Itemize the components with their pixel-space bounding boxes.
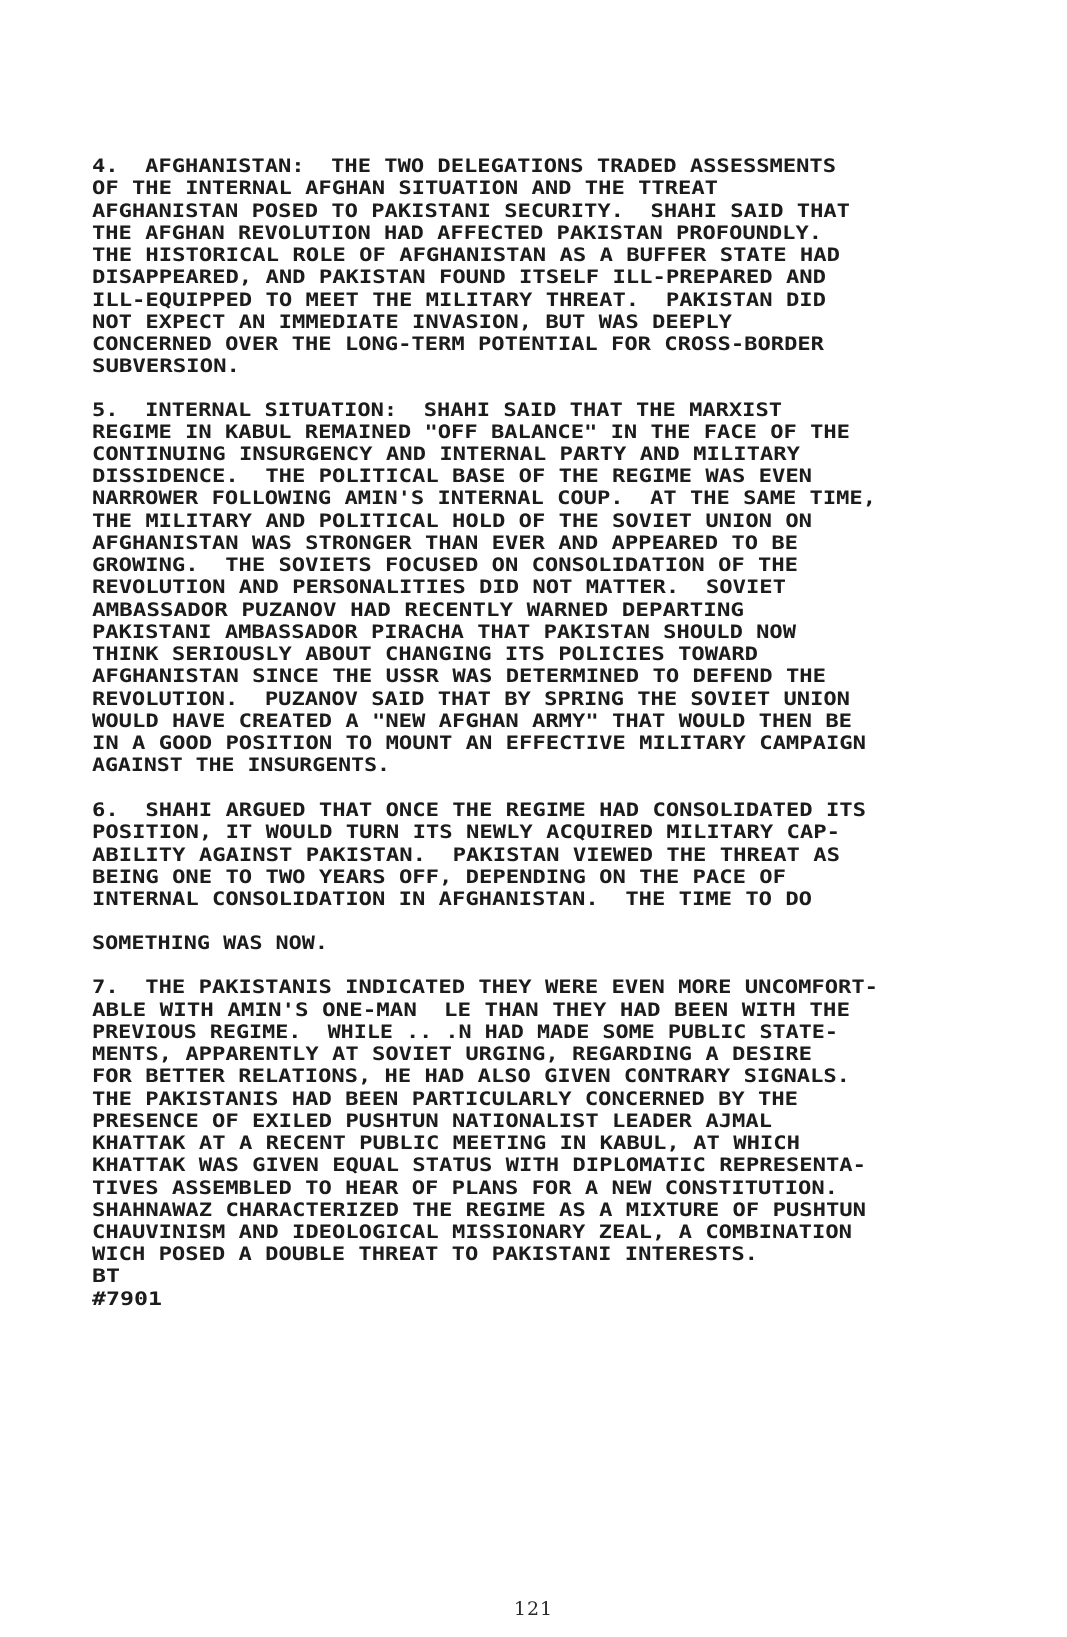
text-line: SUBVERSION. xyxy=(92,356,240,377)
text-line: KHATTAK WAS GIVEN EQUAL STATUS WITH DIPLOMATIC REPRESENTA- xyxy=(92,1155,866,1176)
text-line: THE MILITARY AND POLITICAL HOLD OF THE SOVIET UNION ON xyxy=(92,511,812,532)
text-line: IN A GOOD POSITION TO MOUNT AN EFFECTIVE MILITARY CAMPAIGN xyxy=(92,733,866,754)
text-line: CONCERNED OVER THE LONG-TERM POTENTIAL FOR CROSS-BORDER xyxy=(92,334,824,355)
text-line: NOT EXPECT AN IMMEDIATE INVASION, BUT WAS DEEPLY xyxy=(92,312,732,333)
text-line: ILL-EQUIPPED TO MEET THE MILITARY THREAT. PAKISTAN DID xyxy=(92,290,826,311)
text-line: THE HISTORICAL ROLE OF AFGHANISTAN AS A BUFFER STATE HAD xyxy=(92,245,840,266)
text-line: REVOLUTION. PUZANOV SAID THAT BY SPRING THE SOVIET UNION xyxy=(92,689,851,710)
text-line: CONTINUING INSURGENCY AND INTERNAL PARTY AND MILITARY xyxy=(92,444,800,465)
text-line: DISSIDENCE. THE POLITICAL BASE OF THE REGIME WAS EVEN xyxy=(92,466,812,487)
text-line: OF THE INTERNAL AFGHAN SITUATION AND THE TTREAT xyxy=(92,178,718,199)
text-line: AFGHANISTAN SINCE THE USSR WAS DETERMINED TO DEFEND THE xyxy=(92,666,826,687)
text-line: #7901 xyxy=(92,1289,162,1310)
page-number: 121 xyxy=(513,1598,554,1620)
text-line: 5. INTERNAL SITUATION: SHAHI SAID THAT THE MARXIST xyxy=(92,400,782,421)
text-line: CHAUVINISM AND IDEOLOGICAL MISSIONARY ZEAL, A COMBINATION xyxy=(92,1222,853,1243)
text-line: DISAPPEARED, AND PAKISTAN FOUND ITSELF ILL-PREPARED AND xyxy=(92,267,826,288)
text-line: BT xyxy=(92,1266,120,1287)
text-line: SOMETHING WAS NOW. xyxy=(92,933,328,954)
text-line: BEING ONE TO TWO YEARS OFF, DEPENDING ON THE PACE OF xyxy=(92,867,786,888)
text-line: THE PAKISTANIS HAD BEEN PARTICULARLY CONCERNED BY THE xyxy=(92,1089,798,1110)
text-line: ABILITY AGAINST PAKISTAN. PAKISTAN VIEWED THE THREAT AS xyxy=(92,845,840,866)
text-line: GROWING. THE SOVIETS FOCUSED ON CONSOLIDATION OF THE xyxy=(92,555,798,576)
text-line: AFGHANISTAN WAS STRONGER THAN EVER AND APPEARED TO BE xyxy=(92,533,798,554)
text-line: PREVIOUS REGIME. WHILE .. .N HAD MADE SOME PUBLIC STATE- xyxy=(92,1022,838,1043)
text-line: REGIME IN KABUL REMAINED "OFF BALANCE" IN THE FACE OF THE xyxy=(92,422,851,443)
text-line: THE AFGHAN REVOLUTION HAD AFFECTED PAKISTAN PROFOUNDLY. xyxy=(92,223,822,244)
text-line: TIVES ASSEMBLED TO HEAR OF PLANS FOR A NEW CONSTITUTION. xyxy=(92,1178,838,1199)
text-line: AMBASSADOR PUZANOV HAD RECENTLY WARNED DEPARTING xyxy=(92,600,744,621)
text-line: POSITION, IT WOULD TURN ITS NEWLY ACQUIRED MILITARY CAP- xyxy=(92,822,840,843)
text-line: AFGHANISTAN POSED TO PAKISTANI SECURITY. SHAHI SAID THAT xyxy=(92,201,851,222)
text-line: THINK SERIOUSLY ABOUT CHANGING ITS POLICIES TOWARD xyxy=(92,644,758,665)
text-line: WOULD HAVE CREATED A "NEW AFGHAN ARMY" THAT WOULD THEN BE xyxy=(92,711,853,732)
text-line: NARROWER FOLLOWING AMIN'S INTERNAL COUP. AT THE SAME TIME, xyxy=(92,488,876,509)
text-line: KHATTAK AT A RECENT PUBLIC MEETING IN KABUL, AT WHICH xyxy=(92,1133,800,1154)
text-line: REVOLUTION AND PERSONALITIES DID NOT MATTER. SOVIET xyxy=(92,577,786,598)
text-line: ABLE WITH AMIN'S ONE-MAN LE THAN THEY HAD BEEN WITH THE xyxy=(92,1000,850,1021)
text-line: FOR BETTER RELATIONS, HE HAD ALSO GIVEN CONTRARY SIGNALS. xyxy=(92,1066,851,1087)
text-line: 7. THE PAKISTANIS INDICATED THEY WERE EVEN MORE UNCOMFORT- xyxy=(92,977,878,998)
text-line: WICH POSED A DOUBLE THREAT TO PAKISTANI INTERESTS. xyxy=(92,1244,758,1265)
text-line: PAKISTANI AMBASSADOR PIRACHA THAT PAKISTAN SHOULD NOW xyxy=(92,622,796,643)
text-line: PRESENCE OF EXILED PUSHTUN NATIONALIST LEADER AJMAL xyxy=(92,1111,772,1132)
text-line: INTERNAL CONSOLIDATION IN AFGHANISTAN. THE TIME TO DO xyxy=(92,889,812,910)
text-line: 6. SHAHI ARGUED THAT ONCE THE REGIME HAD CONSOLIDATED ITS xyxy=(92,800,866,821)
text-line: 4. AFGHANISTAN: THE TWO DELEGATIONS TRADED ASSESSMENTS xyxy=(92,156,836,177)
text-line: AGAINST THE INSURGENTS. xyxy=(92,755,390,776)
text-line: SHAHNAWAZ CHARACTERIZED THE REGIME AS A MIXTURE OF PUSHTUN xyxy=(92,1200,866,1221)
text-line: MENTS, APPARENTLY AT SOVIET URGING, REGARDING A DESIRE xyxy=(92,1044,812,1065)
